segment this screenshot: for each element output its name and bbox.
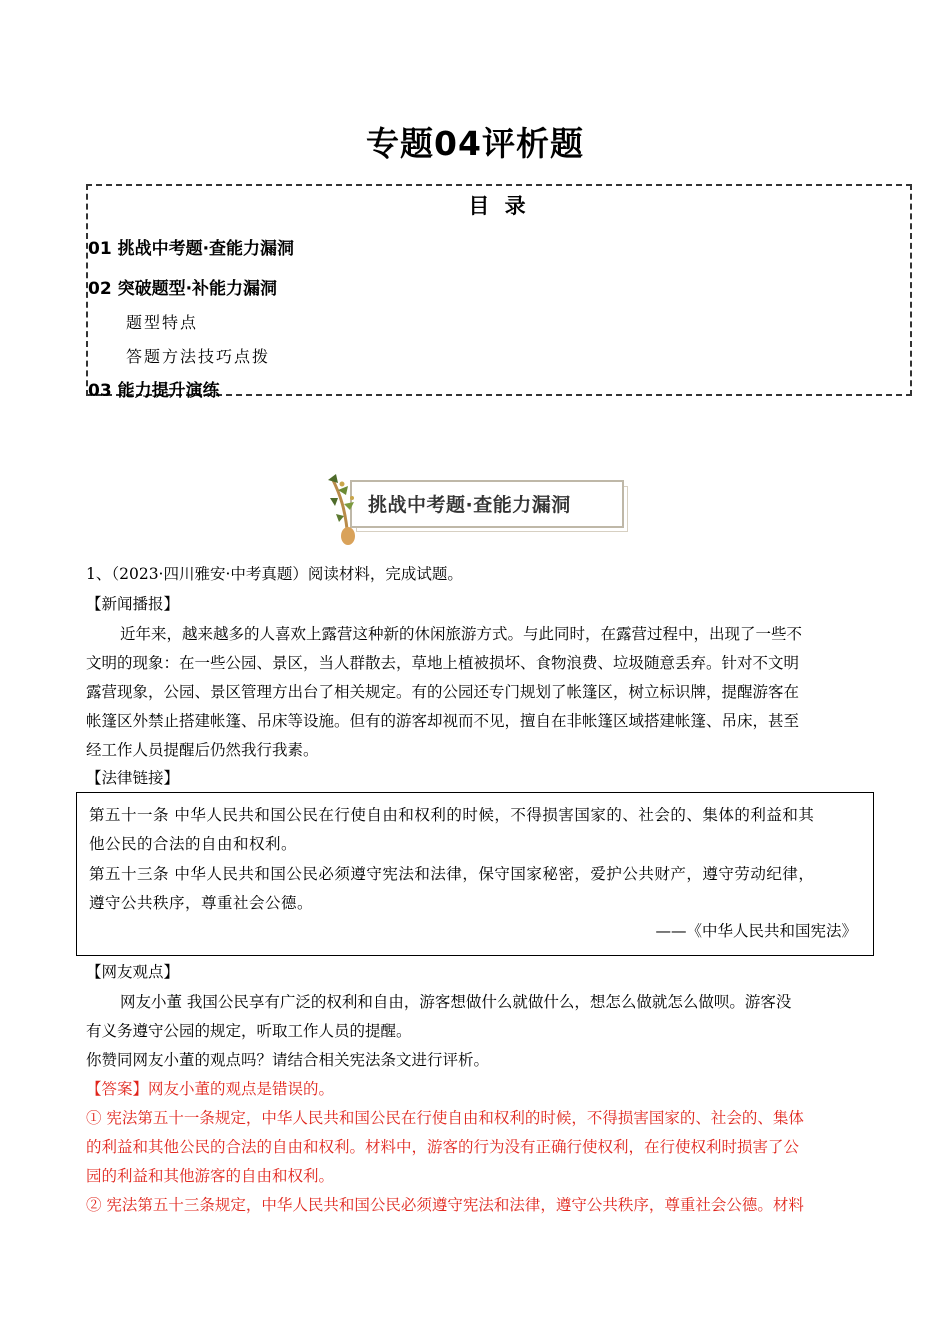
toc-sub-item[interactable]: 答题方法技巧点拨 xyxy=(126,347,271,366)
news-paragraph-line: 露营现象，公园、景区管理方出台了相关规定。有的公园还专门规划了帐篷区，树立标识牌，提醒游客在 xyxy=(86,683,800,701)
answer-line: 的利益和其他公民的合法的自由和权利。材料中，游客的行为没有正确行使权利，在行使权利时损害了公 xyxy=(86,1138,800,1156)
law-text-line: 第五十一条 中华人民共和国公民在行使自由和权利的时候，不得损害国家的、社会的、集体的利益和其 xyxy=(89,806,815,824)
answer-line: ② 宪法第五十三条规定，中华人民共和国公民必须遵守宪法和法律，遵守公共秩序，尊重社会公德。材料 xyxy=(86,1196,804,1214)
law-source: ——《中华人民共和国宪法》 xyxy=(655,922,857,940)
opinion-label: 【网友观点】 xyxy=(86,963,180,981)
section-banner xyxy=(318,470,630,548)
law-text-line: 第五十三条 中华人民共和国公民必须遵守宪法和法律，保守国家秘密，爱护公共财产，遵守劳动纪律， xyxy=(89,865,815,883)
news-paragraph-line: 文明的现象：在一些公园、景区，当人群散去，草地上植被损坏、食物浪费、垃圾随意丢弃。针对不文明 xyxy=(86,654,800,672)
opinion-line: 网友小董 我国公民享有广泛的权利和自由，游客想做什么就做什么，想怎么做就怎么做呗。游客没 xyxy=(120,993,792,1011)
answer-line: ① 宪法第五十一条规定，中华人民共和国公民在行使自由和权利的时候，不得损害国家的、社会的、集体 xyxy=(86,1109,804,1127)
banner-label: 挑战中考题·查能力漏洞 xyxy=(368,494,571,516)
law-text-line: 遵守公共秩序，尊重社会公德。 xyxy=(89,894,314,912)
answer-heading: 【答案】网友小董的观点是错误的。 xyxy=(86,1080,335,1098)
answer-line: 园的利益和其他游客的自由和权利。 xyxy=(86,1167,335,1185)
opinion-line: 有义务遵守公园的规定，听取工作人员的提醒。 xyxy=(86,1022,412,1040)
news-paragraph-line: 近年来，越来越多的人喜欢上露营这种新的休闲旅游方式。与此同时，在露营过程中，出现了一些不 xyxy=(120,625,803,643)
question-number: 1、（2023·四川雅安·中考真题）阅读材料，完成试题。 xyxy=(86,565,463,583)
page-title: 专题04评析题 xyxy=(366,124,584,163)
toc-sub-item[interactable]: 题型特点 xyxy=(126,313,199,332)
law-label: 【法律链接】 xyxy=(86,769,180,787)
toc-heading: 目 录 xyxy=(468,194,530,218)
question-prompt: 你赞同网友小董的观点吗？请结合相关宪法条文进行评析。 xyxy=(86,1051,490,1069)
toc-item[interactable]: 03 能力提升演练 xyxy=(88,381,220,401)
law-text-line: 他公民的合法的自由和权利。 xyxy=(89,835,298,853)
toc-item[interactable]: 02 突破题型·补能力漏洞 xyxy=(88,279,278,299)
table-of-contents xyxy=(86,184,912,401)
toc-item[interactable]: 01 挑战中考题·查能力漏洞 xyxy=(88,239,295,259)
news-paragraph-line: 经工作人员提醒后仍然我行我素。 xyxy=(86,741,319,759)
law-excerpt-box xyxy=(76,792,874,956)
news-label: 【新闻播报】 xyxy=(86,595,180,613)
news-paragraph-line: 帐篷区外禁止搭建帐篷、吊床等设施。但有的游客却视而不见，擅自在非帐篷区域搭建帐篷、吊床，甚至 xyxy=(86,712,800,730)
